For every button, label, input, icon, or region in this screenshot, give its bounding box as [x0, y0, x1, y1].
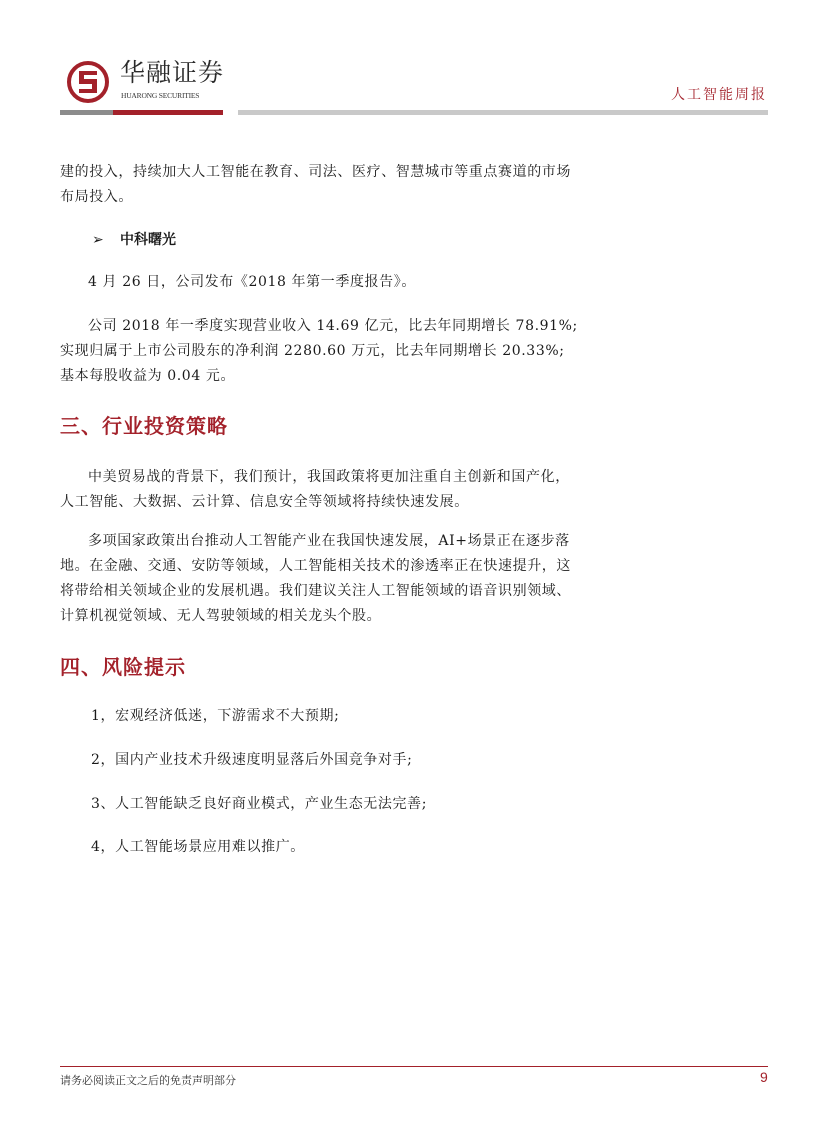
announcement-paragraph: 4 月 26 日，公司发布《2018 年第一季度报告》。 [88, 274, 416, 290]
company-heading [92, 229, 176, 249]
section-title-strategy: 三、行业投资策略 [60, 414, 228, 438]
arrow-bullet-icon: ➢ [92, 232, 104, 248]
risk-item: 1，宏观经济低迷，下游需求不大预期; [91, 708, 340, 724]
huarong-logo-icon [66, 60, 110, 104]
risk-item: 4，人工智能场景应用难以推广。 [91, 839, 305, 855]
page-number: 9 [760, 1069, 768, 1085]
strategy-paragraph-1: 中美贸易战的背景下，我们预计，我国政策将更加注重自主创新和国产化，人工智能、大数据、云计算、信息安全等领域将持续快速发展。 [60, 469, 570, 510]
section-title-risk: 四、风险提示 [60, 655, 186, 679]
results-paragraph: 公司 2018 年一季度实现营业收入 14.69 亿元，比去年同期增长 78.91%; 实现归属于上市公司股东的净利润 2280.60 万元，比去年同期增长 20.33%; 基本每股收益为 0.04 元。 [60, 318, 578, 384]
brand-name-cn: 华融证券 [120, 58, 225, 87]
brand-name-en: HUARONG SECURITIES [121, 91, 200, 100]
header-bar-dark [60, 110, 113, 115]
continuation-paragraph: 建的投入，持续加大人工智能在教育、司法、医疗、智慧城市等重点赛道的市场布局投入。 [60, 164, 571, 205]
header-bar-light [238, 110, 768, 115]
risk-item: 2，国内产业技术升级速度明显落后外国竞争对手; [91, 752, 413, 768]
risk-item: 3、人工智能缺乏良好商业模式，产业生态无法完善; [91, 796, 428, 812]
header-bar-accent [113, 110, 223, 115]
strategy-paragraph-2: 多项国家政策出台推动人工智能产业在我国快速发展，AI+场景正在逐步落地。在金融、交通、安防等领域，人工智能相关技术的渗透率正在快速提升，这将带给相关领域企业的发展机遇。我们建议关注人工智能领域的语音识别领域、计算机视觉领域、无人驾驶领域的相关龙头个股。 [60, 533, 571, 624]
footer-disclaimer: 请务必阅读正文之后的免责声明部分 [60, 1074, 236, 1087]
footer-divider [60, 1066, 768, 1067]
report-type-label: 人工智能周报 [671, 87, 767, 103]
company-name: 中科曙光 [120, 232, 176, 248]
